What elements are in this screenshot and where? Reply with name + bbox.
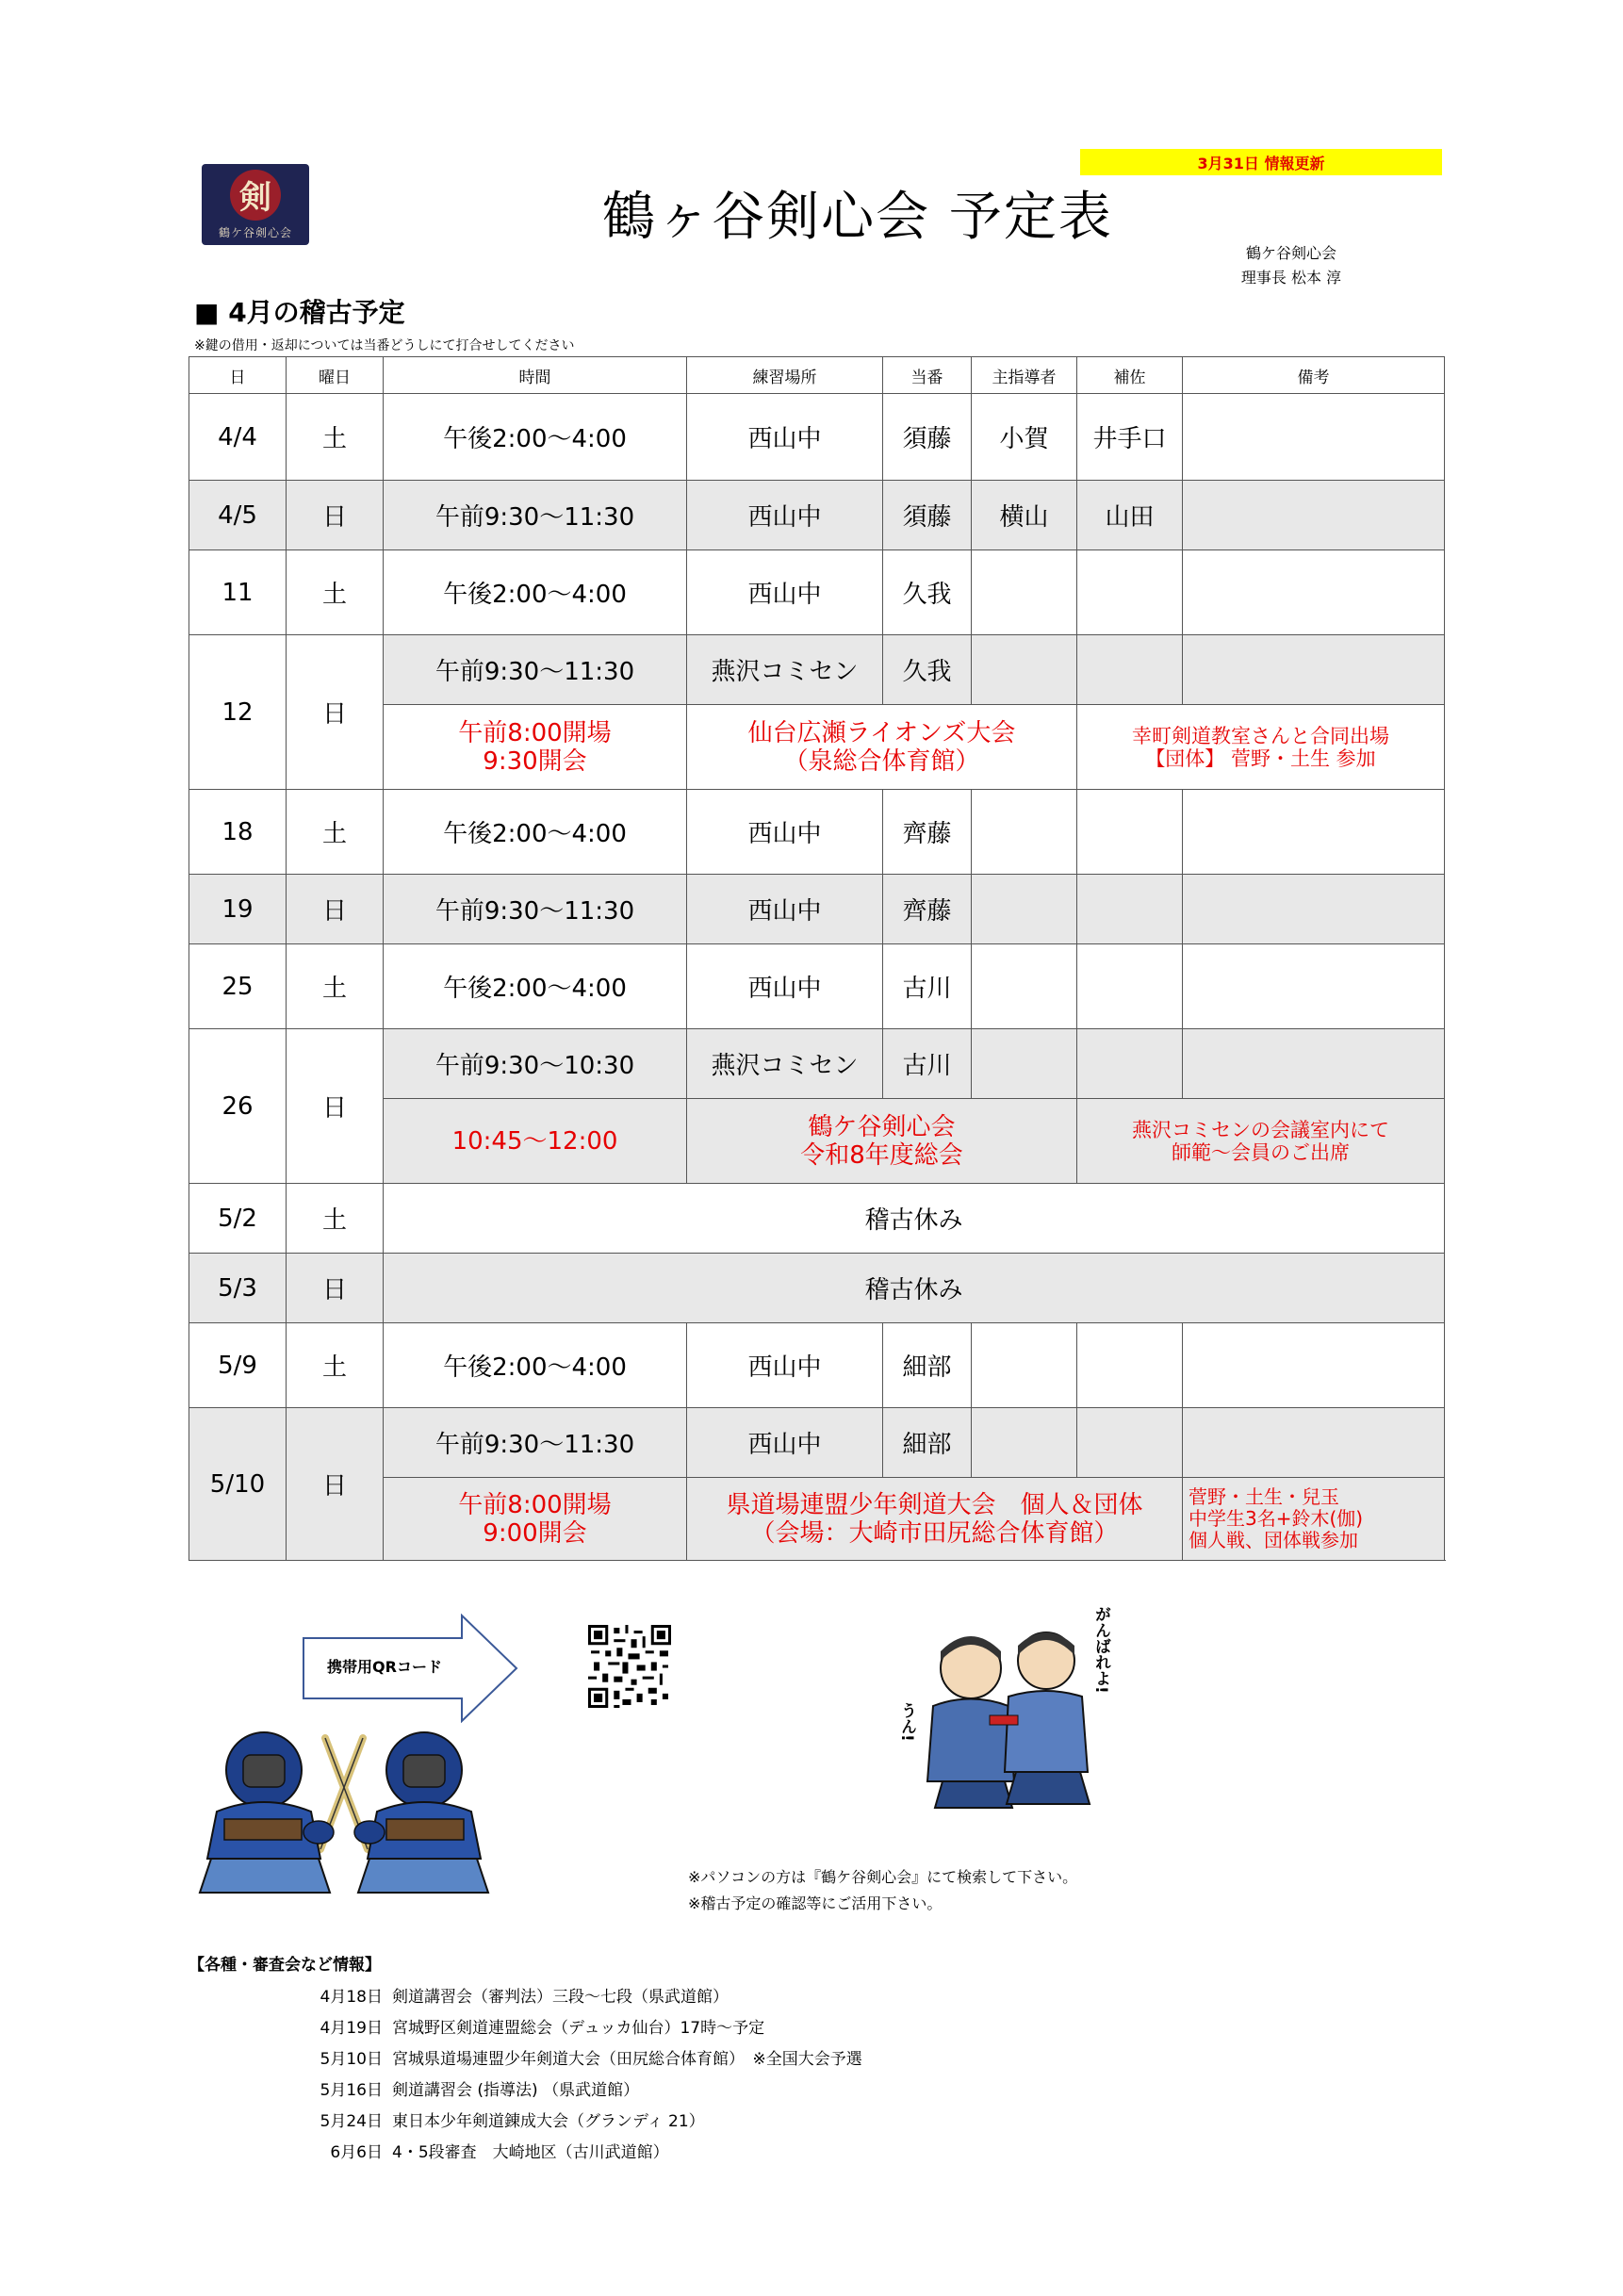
table-row bbox=[189, 635, 1445, 705]
cell-duty: 古川 bbox=[883, 1029, 972, 1099]
event-name-line1: 県道場連盟少年剣道大会 個人＆団体 bbox=[726, 1490, 1143, 1519]
cell-place: 西山中 bbox=[687, 550, 883, 635]
header-leader: 主指導者 bbox=[972, 357, 1077, 394]
cell-note bbox=[1183, 481, 1445, 550]
web-notes bbox=[688, 1864, 1077, 1917]
logo-text: 鶴ケ谷剣心会 bbox=[218, 225, 292, 239]
cell-duty: 久我 bbox=[883, 635, 972, 705]
kids-icon bbox=[895, 1602, 1112, 1810]
cell-date: 5/2 bbox=[189, 1184, 287, 1254]
cell-time: 午後2:00～4:00 bbox=[384, 550, 687, 635]
event-name-line1: 仙台広瀬ライオンズ大会 bbox=[747, 718, 1016, 747]
cell-assist bbox=[1077, 635, 1183, 705]
cell-day: 日 bbox=[287, 1029, 384, 1184]
event-time bbox=[384, 1099, 687, 1184]
event-text: 剣道講習会（審判法）三段～七段（県武道館） bbox=[392, 1988, 729, 2007]
event-note-line2: 【団体】 菅野・土生 参加 bbox=[1145, 746, 1376, 770]
cell-assist bbox=[1077, 1323, 1183, 1408]
web-note-usage: ※稽古予定の確認等にご活用下さい。 bbox=[688, 1894, 943, 1912]
cell-time: 午前9:30～10:30 bbox=[384, 1029, 687, 1099]
table-row bbox=[189, 481, 1445, 550]
cell-place: 西山中 bbox=[687, 875, 883, 944]
cell-day: 土 bbox=[287, 394, 384, 481]
event-note-line2: 師範～会員のご出席 bbox=[1172, 1140, 1350, 1164]
cell-time: 午後2:00～4:00 bbox=[384, 790, 687, 875]
cell-day: 日 bbox=[287, 481, 384, 550]
cell-duty: 久我 bbox=[883, 550, 972, 635]
cell-day: 土 bbox=[287, 1184, 384, 1254]
event-name-line2: （泉総合体育館） bbox=[783, 746, 980, 776]
header-duty: 当番 bbox=[883, 357, 972, 394]
key-note: ※鍵の借用・返却については当番どうしにて打合せしてください bbox=[194, 338, 575, 353]
cell-time: 午前9:30～11:30 bbox=[384, 635, 687, 705]
table-row bbox=[189, 1029, 1445, 1099]
cell-time: 午前9:30～11:30 bbox=[384, 1408, 687, 1478]
cell-assist bbox=[1077, 1029, 1183, 1099]
cell-note bbox=[1183, 1029, 1445, 1099]
cell-day: 日 bbox=[287, 1254, 384, 1323]
cell-place: 西山中 bbox=[687, 394, 883, 481]
cell-day: 土 bbox=[287, 790, 384, 875]
event-text: 東日本少年剣道錬成大会（グランディ 21） bbox=[392, 2112, 705, 2131]
table-row bbox=[189, 1254, 1445, 1323]
event-name-line2: （会場：大崎市田尻総合体育館） bbox=[750, 1518, 1119, 1548]
cell-date: 26 bbox=[189, 1029, 287, 1184]
cell-duty: 須藤 bbox=[883, 394, 972, 481]
event-note-line1: 幸町剣道教室さんと合同出場 bbox=[1132, 724, 1389, 747]
event-note bbox=[1183, 1478, 1445, 1561]
event-name bbox=[687, 1099, 1077, 1184]
cell-place: 西山中 bbox=[687, 1323, 883, 1408]
header-place: 練習場所 bbox=[687, 357, 883, 394]
list-item bbox=[283, 2042, 862, 2073]
cell-assist bbox=[1077, 875, 1183, 944]
cell-leader: 横山 bbox=[972, 481, 1077, 550]
cell-date: 5/3 bbox=[189, 1254, 287, 1323]
cell-date: 12 bbox=[189, 635, 287, 790]
cell-note bbox=[1183, 1323, 1445, 1408]
event-time-open: 午前8:00開場 bbox=[458, 718, 612, 747]
event-date: 5月16日 bbox=[320, 2081, 383, 2100]
cell-duty: 齊藤 bbox=[883, 790, 972, 875]
table-row bbox=[189, 1184, 1445, 1254]
speech-cheer: がんばれよ! bbox=[1091, 1606, 1110, 1694]
cell-assist bbox=[1077, 550, 1183, 635]
cell-date: 19 bbox=[189, 875, 287, 944]
cell-leader: 小賀 bbox=[972, 394, 1077, 481]
event-name-line1: 鶴ケ谷剣心会 bbox=[808, 1112, 956, 1141]
event-note bbox=[1077, 705, 1445, 790]
cell-note bbox=[1183, 790, 1445, 875]
event-note-line1: 燕沢コミセンの会議室内にて bbox=[1132, 1118, 1389, 1141]
qr-arrow bbox=[302, 1614, 520, 1723]
cell-duty: 須藤 bbox=[883, 481, 972, 550]
org-info bbox=[1225, 241, 1357, 290]
cell-rest: 稽古休み bbox=[384, 1254, 1445, 1323]
table-row bbox=[189, 550, 1445, 635]
header-day: 曜日 bbox=[287, 357, 384, 394]
event-note-line2: 中学生3名+鈴木(伽) bbox=[1189, 1507, 1364, 1530]
cell-date: 18 bbox=[189, 790, 287, 875]
event-text: 剣道講習会 (指導法) （県武道館） bbox=[392, 2081, 640, 2100]
speech-reply: うん! bbox=[897, 1702, 916, 1742]
schedule-table bbox=[189, 356, 1445, 1561]
table-row bbox=[189, 944, 1445, 1029]
header-time: 時間 bbox=[384, 357, 687, 394]
table-row bbox=[189, 394, 1445, 481]
events-list bbox=[283, 1979, 862, 2166]
event-time bbox=[384, 1478, 687, 1561]
page-title: 鶴ヶ谷剣心会 予定表 bbox=[602, 187, 1113, 248]
cell-note bbox=[1183, 394, 1445, 481]
event-date: 4月18日 bbox=[320, 1988, 383, 2007]
cell-place: 西山中 bbox=[687, 790, 883, 875]
org-name: 鶴ケ谷剣心会 bbox=[1245, 244, 1336, 262]
cell-rest: 稽古休み bbox=[384, 1184, 1445, 1254]
event-text: 宮城野区剣道連盟総会（デュッカ仙台）17時～予定 bbox=[392, 2019, 765, 2038]
cell-leader bbox=[972, 1323, 1077, 1408]
cell-assist: 山田 bbox=[1077, 481, 1183, 550]
header-assist: 補佐 bbox=[1077, 357, 1183, 394]
list-item bbox=[283, 2104, 862, 2135]
cell-duty: 古川 bbox=[883, 944, 972, 1029]
table-row bbox=[189, 1323, 1445, 1408]
cell-time: 午前9:30～11:30 bbox=[384, 481, 687, 550]
cell-date: 25 bbox=[189, 944, 287, 1029]
cell-date: 5/9 bbox=[189, 1323, 287, 1408]
event-text: 4・5段審査 大崎地区（古川武道館） bbox=[392, 2143, 669, 2162]
list-item bbox=[283, 2073, 862, 2104]
cell-assist bbox=[1077, 1408, 1183, 1478]
cell-leader bbox=[972, 875, 1077, 944]
cell-day: 土 bbox=[287, 550, 384, 635]
cell-place: 燕沢コミセン bbox=[687, 635, 883, 705]
cell-time: 午後2:00～4:00 bbox=[384, 394, 687, 481]
cell-place: 西山中 bbox=[687, 1408, 883, 1478]
event-date: 5月10日 bbox=[320, 2050, 383, 2069]
cell-leader bbox=[972, 1408, 1077, 1478]
header-date: 日 bbox=[189, 357, 287, 394]
event-name-line2: 令和8年度総会 bbox=[800, 1140, 963, 1170]
cell-day: 日 bbox=[287, 875, 384, 944]
cell-leader bbox=[972, 1029, 1077, 1099]
event-note bbox=[1077, 1099, 1445, 1184]
cell-date: 4/4 bbox=[189, 394, 287, 481]
cell-date: 11 bbox=[189, 550, 287, 635]
club-logo bbox=[202, 164, 309, 245]
event-time-open: 午前8:00開場 bbox=[458, 1490, 612, 1519]
event-date: 6月6日 bbox=[330, 2143, 383, 2162]
logo-mark: 剣 bbox=[230, 170, 281, 221]
chairman: 理事長 松本 淳 bbox=[1240, 269, 1342, 287]
update-badge: 3月31日 情報更新 bbox=[1080, 149, 1442, 175]
list-item bbox=[283, 1979, 862, 2010]
list-item bbox=[283, 2135, 862, 2166]
kendo-players-icon bbox=[198, 1717, 490, 1896]
event-note-line3: 個人戦、団体戦参加 bbox=[1189, 1529, 1358, 1551]
event-time-open: 10:45～12:00 bbox=[451, 1126, 618, 1156]
cell-duty: 齊藤 bbox=[883, 875, 972, 944]
table-row bbox=[189, 1408, 1445, 1478]
section-heading: ■ 4月の稽古予定 bbox=[194, 297, 405, 328]
table-row bbox=[189, 875, 1445, 944]
cell-day: 日 bbox=[287, 635, 384, 790]
cell-time: 午前9:30～11:30 bbox=[384, 875, 687, 944]
cell-note bbox=[1183, 944, 1445, 1029]
cell-day: 土 bbox=[287, 944, 384, 1029]
event-time bbox=[384, 705, 687, 790]
cell-assist bbox=[1077, 790, 1183, 875]
event-time-start: 9:00開会 bbox=[483, 1518, 587, 1548]
kids-illustration bbox=[895, 1602, 1112, 1810]
table-header-row bbox=[189, 357, 1445, 394]
cell-leader bbox=[972, 550, 1077, 635]
cell-date: 4/5 bbox=[189, 481, 287, 550]
cell-place: 西山中 bbox=[687, 944, 883, 1029]
cell-day: 日 bbox=[287, 1408, 384, 1561]
cell-leader bbox=[972, 944, 1077, 1029]
cell-note bbox=[1183, 550, 1445, 635]
event-time-start: 9:30開会 bbox=[483, 746, 587, 776]
cell-duty: 細部 bbox=[883, 1408, 972, 1478]
cell-day: 土 bbox=[287, 1323, 384, 1408]
cell-note bbox=[1183, 875, 1445, 944]
table-row bbox=[189, 790, 1445, 875]
cell-time: 午後2:00～4:00 bbox=[384, 944, 687, 1029]
qr-code[interactable] bbox=[588, 1625, 671, 1708]
cell-duty: 細部 bbox=[883, 1323, 972, 1408]
event-name bbox=[687, 705, 1077, 790]
event-name bbox=[687, 1478, 1183, 1561]
event-note-line1: 菅野・土生・兒玉 bbox=[1189, 1485, 1339, 1508]
cell-assist: 井手口 bbox=[1077, 394, 1183, 481]
cell-time: 午後2:00～4:00 bbox=[384, 1323, 687, 1408]
events-heading: 【各種・審査会など情報】 bbox=[189, 1956, 381, 1975]
cell-date: 5/10 bbox=[189, 1408, 287, 1561]
web-note-search: ※パソコンの方は『鶴ケ谷剣心会』にて検索して下さい。 bbox=[688, 1868, 1078, 1886]
event-date: 5月24日 bbox=[320, 2112, 383, 2131]
cell-place: 西山中 bbox=[687, 481, 883, 550]
cell-note bbox=[1183, 635, 1445, 705]
event-date: 4月19日 bbox=[320, 2019, 383, 2038]
header-note: 備考 bbox=[1183, 357, 1445, 394]
qr-label: 携帯用QRコード bbox=[327, 1658, 442, 1676]
cell-leader bbox=[972, 790, 1077, 875]
cell-assist bbox=[1077, 944, 1183, 1029]
cell-place: 燕沢コミセン bbox=[687, 1029, 883, 1099]
cell-note bbox=[1183, 1408, 1445, 1478]
event-text: 宮城県道場連盟少年剣道大会（田尻総合体育館） ※全国大会予選 bbox=[392, 2050, 862, 2069]
list-item bbox=[283, 2010, 862, 2042]
cell-leader bbox=[972, 635, 1077, 705]
